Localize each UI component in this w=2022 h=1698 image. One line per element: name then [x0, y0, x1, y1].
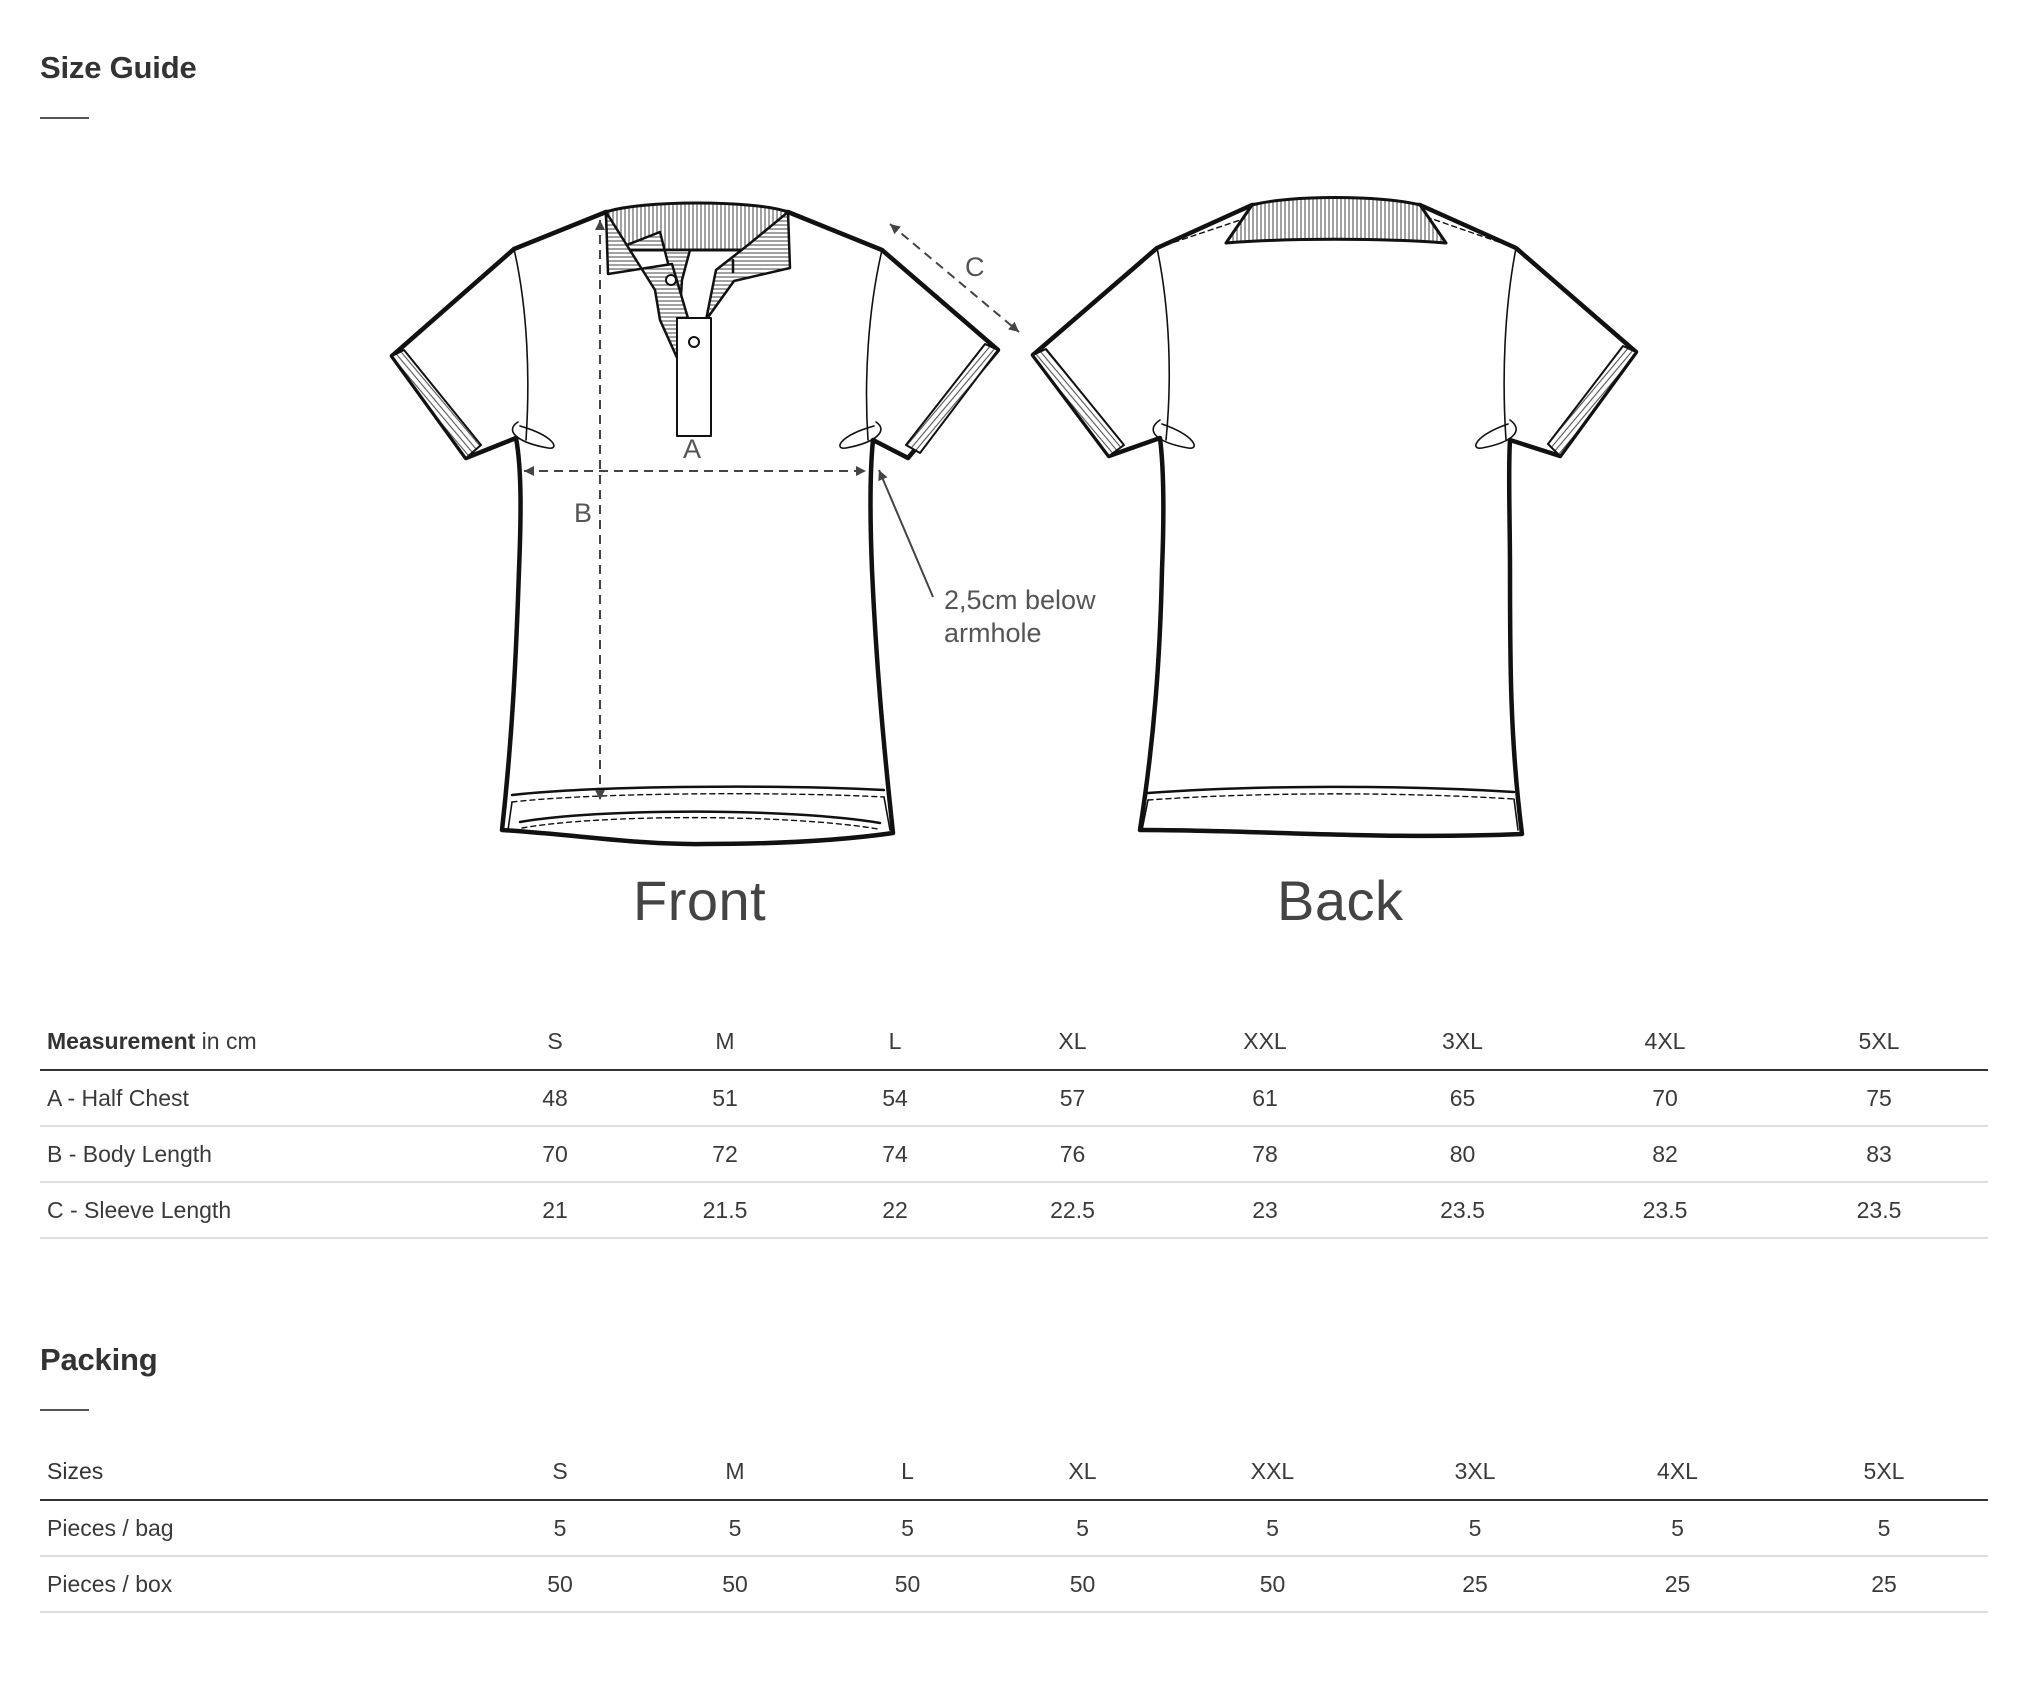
table-cell: 78	[1165, 1126, 1365, 1182]
size-header: 5XL	[1770, 1013, 1988, 1070]
size-header: S	[470, 1443, 650, 1500]
measurement-table	[40, 1013, 1988, 1239]
size-header: XL	[995, 1443, 1170, 1500]
size-header: S	[470, 1013, 640, 1070]
polo-shirt-diagram	[0, 140, 2022, 940]
size-header: 3XL	[1375, 1443, 1575, 1500]
table-cell: 50	[820, 1556, 995, 1612]
table-cell: 21.5	[640, 1182, 810, 1238]
row-label: Pieces / box	[40, 1556, 470, 1612]
size-header: 5XL	[1780, 1443, 1988, 1500]
table-cell: 51	[640, 1070, 810, 1126]
table-cell: 65	[1365, 1070, 1560, 1126]
table-cell: 75	[1770, 1070, 1988, 1126]
table-row	[40, 1182, 1988, 1238]
size-header: 3XL	[1365, 1013, 1560, 1070]
packing-table	[40, 1443, 1988, 1613]
table-cell: 50	[995, 1556, 1170, 1612]
dimension-a-label: A	[683, 434, 702, 464]
row-label: Pieces / bag	[40, 1500, 470, 1556]
table-row	[40, 1500, 1988, 1556]
table-cell: 80	[1365, 1126, 1560, 1182]
table-cell: 72	[640, 1126, 810, 1182]
table-cell: 82	[1560, 1126, 1770, 1182]
size-header: 4XL	[1575, 1443, 1780, 1500]
table-cell: 5	[1170, 1500, 1375, 1556]
measurement-header-bold: Measurement	[47, 1027, 196, 1054]
table-cell: 48	[470, 1070, 640, 1126]
measurement-header-unit: in cm	[195, 1027, 257, 1054]
front-shirt	[392, 203, 998, 844]
table-cell: 74	[810, 1126, 980, 1182]
table-cell: 61	[1165, 1070, 1365, 1126]
back-shirt	[1033, 198, 1636, 836]
packing-header-label: Sizes	[40, 1443, 470, 1500]
size-header: XL	[980, 1013, 1165, 1070]
dimension-c-label: C	[965, 252, 985, 282]
size-header: M	[640, 1013, 810, 1070]
table-cell: 22	[810, 1182, 980, 1238]
table-cell: 57	[980, 1070, 1165, 1126]
table-cell: 5	[470, 1500, 650, 1556]
table-cell: 22.5	[980, 1182, 1165, 1238]
table-cell: 5	[995, 1500, 1170, 1556]
size-header: M	[650, 1443, 820, 1500]
table-cell: 23	[1165, 1182, 1365, 1238]
table-cell: 70	[1560, 1070, 1770, 1126]
table-cell: 23.5	[1770, 1182, 1988, 1238]
table-cell: 54	[810, 1070, 980, 1126]
measurement-header-row	[40, 1013, 1988, 1070]
table-cell: 25	[1780, 1556, 1988, 1612]
table-cell: 50	[470, 1556, 650, 1612]
table-cell: 5	[1375, 1500, 1575, 1556]
table-cell: 21	[470, 1182, 640, 1238]
size-header: L	[810, 1013, 980, 1070]
table-cell: 5	[1780, 1500, 1988, 1556]
armhole-note	[944, 584, 1184, 650]
armhole-note-line-2: armhole	[944, 618, 1042, 648]
table-cell: 25	[1375, 1556, 1575, 1612]
table-row	[40, 1556, 1988, 1612]
row-label: C - Sleeve Length	[40, 1182, 470, 1238]
front-view-label: Front	[633, 869, 767, 932]
size-guide-title: Size Guide	[40, 50, 197, 85]
table-cell: 5	[1575, 1500, 1780, 1556]
table-cell: 5	[650, 1500, 820, 1556]
row-label: A - Half Chest	[40, 1070, 470, 1126]
measurement-header-label	[40, 1013, 470, 1070]
back-view-label: Back	[1277, 869, 1404, 932]
packing-header-row	[40, 1443, 1988, 1500]
size-guide-title-rule	[40, 117, 89, 119]
packing-title: Packing	[40, 1342, 158, 1377]
row-label: B - Body Length	[40, 1126, 470, 1182]
size-header: XXL	[1170, 1443, 1375, 1500]
table-cell: 70	[470, 1126, 640, 1182]
table-cell: 50	[650, 1556, 820, 1612]
table-cell: 5	[820, 1500, 995, 1556]
table-cell: 76	[980, 1126, 1165, 1182]
polo-shirt-illustration	[0, 140, 2022, 940]
table-cell: 25	[1575, 1556, 1780, 1612]
table-cell: 83	[1770, 1126, 1988, 1182]
table-row	[40, 1070, 1988, 1126]
table-row	[40, 1126, 1988, 1182]
size-header: 4XL	[1560, 1013, 1770, 1070]
dimension-b-label: B	[574, 498, 593, 528]
table-cell: 50	[1170, 1556, 1375, 1612]
size-header: XXL	[1165, 1013, 1365, 1070]
table-cell: 23.5	[1365, 1182, 1560, 1238]
table-cell: 23.5	[1560, 1182, 1770, 1238]
armhole-note-line-1: 2,5cm below	[944, 585, 1096, 615]
packing-title-rule	[40, 1409, 89, 1411]
size-header: L	[820, 1443, 995, 1500]
